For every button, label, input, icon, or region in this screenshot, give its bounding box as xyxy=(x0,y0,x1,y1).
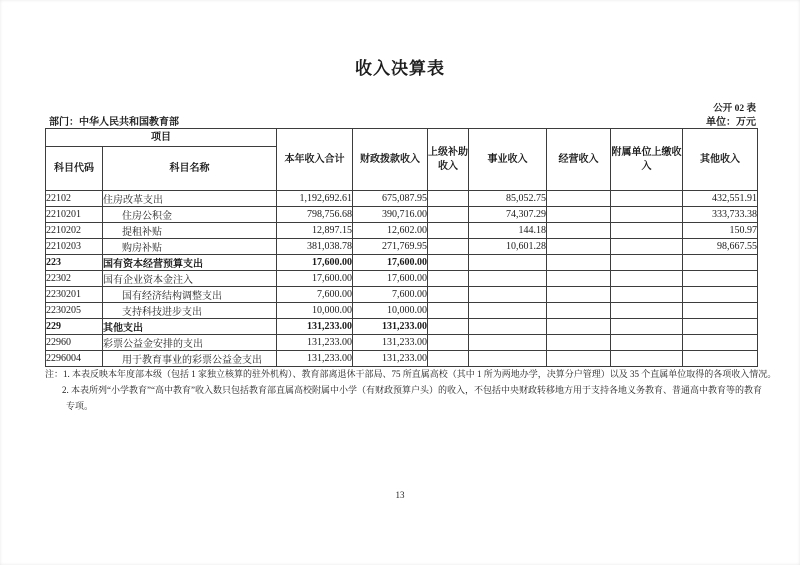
header-col-operating-income: 经营收入 xyxy=(547,129,611,191)
subject-name-cell: 国有经济结构调整支出 xyxy=(103,287,277,303)
value-cell xyxy=(547,207,611,223)
department-label: 部门：中华人民共和国教育部 xyxy=(49,117,179,128)
subject-name-cell: 提租补贴 xyxy=(103,223,277,239)
value-cell: 432,551.91 xyxy=(683,191,758,207)
value-cell xyxy=(428,303,469,319)
table-row xyxy=(46,303,758,319)
table-row xyxy=(46,239,758,255)
subject-code-cell: 223 xyxy=(46,255,103,271)
value-cell xyxy=(428,287,469,303)
value-cell xyxy=(547,303,611,319)
header-col-fiscal-grant: 财政拨款收入 xyxy=(353,129,428,191)
subject-code-cell: 2230201 xyxy=(46,287,103,303)
value-cell: 10,601.28 xyxy=(469,239,547,255)
value-cell: 17,600.00 xyxy=(353,271,428,287)
value-cell: 98,667.55 xyxy=(683,239,758,255)
value-cell xyxy=(547,223,611,239)
subject-name-cell: 彩票公益金安排的支出 xyxy=(103,335,277,351)
value-cell xyxy=(469,255,547,271)
value-cell: 12,897.15 xyxy=(277,223,353,239)
value-cell: 271,769.95 xyxy=(353,239,428,255)
subject-name-cell: 其他支出 xyxy=(103,319,277,335)
header-col-other-income: 其他收入 xyxy=(683,129,758,191)
value-cell xyxy=(611,223,683,239)
value-cell xyxy=(469,287,547,303)
header-col-business-income: 事业收入 xyxy=(469,129,547,191)
value-cell xyxy=(683,287,758,303)
value-cell xyxy=(428,271,469,287)
value-cell xyxy=(428,207,469,223)
subject-name-cell: 国有资本经营预算支出 xyxy=(103,255,277,271)
value-cell xyxy=(611,319,683,335)
value-cell xyxy=(547,335,611,351)
value-cell: 7,600.00 xyxy=(277,287,353,303)
value-cell xyxy=(469,319,547,335)
value-cell: 131,233.00 xyxy=(277,351,353,367)
header-project: 项目 xyxy=(46,129,277,147)
value-cell xyxy=(428,351,469,367)
value-cell xyxy=(428,335,469,351)
value-cell xyxy=(683,303,758,319)
value-cell: 131,233.00 xyxy=(353,335,428,351)
value-cell xyxy=(428,255,469,271)
note-line-2: 2. 本表所列“小学教育”“高中教育”收入数只包括教育部直属高校附属中小学（有财政预算户头）的收入，不包括中央财政转移地方用于支持各地义务教育、普通高中教育等的教育 xyxy=(62,385,762,395)
value-cell: 390,716.00 xyxy=(353,207,428,223)
table-row xyxy=(46,271,758,287)
table-row xyxy=(46,287,758,303)
note-line-1: 注：1. 本表反映本年度部本级（包括 1 家独立核算的驻外机构）、教育部离退休干部局、75 所直属高校（其中 1 所为两地办学，决算分户管理）以及 35 个直属单位取得的各项收入情况。 xyxy=(45,369,777,379)
table-body xyxy=(46,191,758,367)
value-cell: 12,602.00 xyxy=(353,223,428,239)
header-subject-code: 科目代码 xyxy=(46,147,103,191)
subject-code-cell: 2210201 xyxy=(46,207,103,223)
value-cell xyxy=(611,287,683,303)
value-cell: 798,756.68 xyxy=(277,207,353,223)
value-cell xyxy=(611,351,683,367)
subject-name-cell: 支持科技进步支出 xyxy=(103,303,277,319)
subject-code-cell: 22102 xyxy=(46,191,103,207)
value-cell: 1,192,692.61 xyxy=(277,191,353,207)
value-cell xyxy=(611,239,683,255)
value-cell: 131,233.00 xyxy=(277,335,353,351)
header-subject-name: 科目名称 xyxy=(103,147,277,191)
table-row xyxy=(46,319,758,335)
value-cell: 17,600.00 xyxy=(277,255,353,271)
subject-name-cell: 住房公积金 xyxy=(103,207,277,223)
unit-label: 单位：万元 xyxy=(706,117,756,128)
subject-code-cell: 22960 xyxy=(46,335,103,351)
value-cell: 131,233.00 xyxy=(353,319,428,335)
value-cell xyxy=(547,271,611,287)
value-cell: 675,087.95 xyxy=(353,191,428,207)
value-cell xyxy=(547,351,611,367)
table-row xyxy=(46,335,758,351)
value-cell: 131,233.00 xyxy=(353,351,428,367)
subject-code-cell: 2210202 xyxy=(46,223,103,239)
value-cell xyxy=(683,335,758,351)
subject-code-cell: 2230205 xyxy=(46,303,103,319)
value-cell xyxy=(547,191,611,207)
table-row xyxy=(46,351,758,367)
value-cell xyxy=(683,255,758,271)
value-cell xyxy=(428,319,469,335)
value-cell xyxy=(611,207,683,223)
value-cell: 17,600.00 xyxy=(277,271,353,287)
value-cell xyxy=(547,287,611,303)
value-cell xyxy=(611,191,683,207)
subject-code-cell: 22302 xyxy=(46,271,103,287)
subject-code-cell: 2210203 xyxy=(46,239,103,255)
value-cell xyxy=(428,239,469,255)
value-cell xyxy=(547,319,611,335)
note-line-3: 专项。 xyxy=(66,401,94,411)
header-col-affiliate-remit: 附属单位上缴收入 xyxy=(611,129,683,191)
value-cell xyxy=(469,351,547,367)
value-cell: 10,000.00 xyxy=(353,303,428,319)
value-cell xyxy=(611,271,683,287)
value-cell: 144.18 xyxy=(469,223,547,239)
subject-name-cell: 购房补贴 xyxy=(103,239,277,255)
subject-code-cell: 2296004 xyxy=(46,351,103,367)
value-cell: 74,307.29 xyxy=(469,207,547,223)
table-row xyxy=(46,191,758,207)
page-number: 13 xyxy=(395,490,405,500)
value-cell xyxy=(611,335,683,351)
value-cell xyxy=(547,255,611,271)
revenue-table xyxy=(45,128,758,367)
page-title: 收入决算表 xyxy=(355,59,445,78)
table-row xyxy=(46,207,758,223)
value-cell xyxy=(469,271,547,287)
value-cell xyxy=(683,351,758,367)
value-cell xyxy=(683,271,758,287)
header-col-total-income: 本年收入合计 xyxy=(277,129,353,191)
value-cell: 131,233.00 xyxy=(277,319,353,335)
value-cell: 381,038.78 xyxy=(277,239,353,255)
value-cell xyxy=(611,303,683,319)
doc-number-label: 公开 02 表 xyxy=(713,104,756,114)
table-row xyxy=(46,255,758,271)
value-cell xyxy=(428,223,469,239)
value-cell: 333,733.38 xyxy=(683,207,758,223)
value-cell xyxy=(611,255,683,271)
value-cell xyxy=(683,319,758,335)
value-cell: 17,600.00 xyxy=(353,255,428,271)
value-cell xyxy=(469,335,547,351)
value-cell xyxy=(428,191,469,207)
subject-code-cell: 229 xyxy=(46,319,103,335)
value-cell: 7,600.00 xyxy=(353,287,428,303)
subject-name-cell: 用于教育事业的彩票公益金支出 xyxy=(103,351,277,367)
notes-block xyxy=(45,366,785,414)
value-cell: 10,000.00 xyxy=(277,303,353,319)
value-cell xyxy=(547,239,611,255)
value-cell xyxy=(469,303,547,319)
table-row xyxy=(46,223,758,239)
value-cell: 85,052.75 xyxy=(469,191,547,207)
header-col-upper-subsidy: 上级补助收入 xyxy=(428,129,469,191)
subject-name-cell: 住房改革支出 xyxy=(103,191,277,207)
value-cell: 150.97 xyxy=(683,223,758,239)
subject-name-cell: 国有企业资本金注入 xyxy=(103,271,277,287)
